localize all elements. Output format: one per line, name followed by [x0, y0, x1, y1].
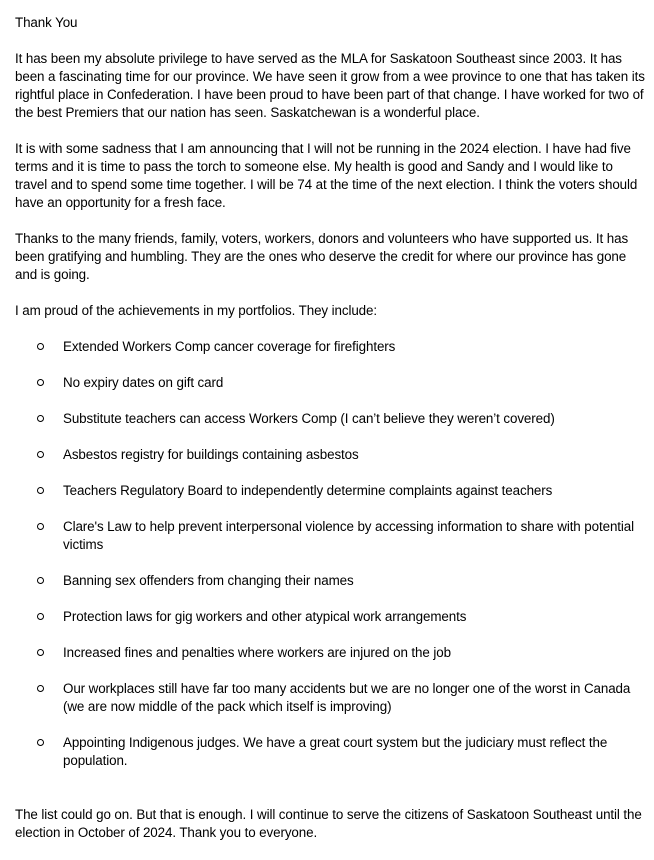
list-item [15, 680, 645, 716]
list-item [15, 734, 645, 770]
hollow-circle-bullet-icon [37, 451, 44, 458]
hollow-circle-bullet-icon [37, 739, 44, 746]
list-item [15, 446, 645, 464]
list-item-text: Appointing Indigenous judges. We have a great court system but the judiciary must reflect the population. [63, 735, 608, 768]
hollow-circle-bullet-icon [37, 487, 44, 494]
list-item-text: Teachers Regulatory Board to independently determine complaints against teachers [63, 483, 553, 498]
document-title: Thank You [15, 15, 78, 30]
paragraph-announcement: It is with some sadness that I am announcing that I will not be running in the 2024 election. I have had five terms and it is time to pass the torch to someone else. My health is good and Sandy and I would like to travel and to spend some time together. I will be 74 at the time of the next election. I think the voters should have an opportunity for a fresh face. [15, 141, 638, 210]
paragraph-privilege: It has been my absolute privilege to have served as the MLA for Saskatoon Southeast since 2003. It has been a fascinating time for our province. We have seen it grow from a wee province to one that has taken its rightful place in Confederation. I have been proud to have been part of that change. I have worked for two of the best Premiers that our nation has seen. Saskatchewan is a wonderful place. [15, 51, 645, 120]
hollow-circle-bullet-icon [37, 415, 44, 422]
list-item [15, 572, 645, 590]
list-item-text: Clare's Law to help prevent interpersonal violence by accessing information to share with potential victims [63, 519, 635, 552]
list-item-text: Increased fines and penalties where workers are injured on the job [63, 645, 451, 660]
list-item-text: Protection laws for gig workers and other atypical work arrangements [63, 609, 467, 624]
hollow-circle-bullet-icon [37, 685, 44, 692]
list-item-text: Extended Workers Comp cancer coverage for firefighters [63, 339, 396, 354]
list-item-text: Our workplaces still have far too many accidents but we are no longer one of the worst in Canada (we are now middle of the pack which itself is improving) [63, 681, 631, 714]
list-item [15, 410, 645, 428]
list-item [15, 338, 645, 356]
hollow-circle-bullet-icon [37, 523, 44, 530]
hollow-circle-bullet-icon [37, 577, 44, 584]
hollow-circle-bullet-icon [37, 613, 44, 620]
achievements-list [15, 338, 645, 770]
list-item-text: Banning sex offenders from changing their names [63, 573, 354, 588]
paragraph-closing: The list could go on. But that is enough. I will continue to serve the citizens of Saskatoon Southeast until the election in October of 2024. Thank you to everyone. [15, 807, 642, 840]
list-item-text: Substitute teachers can access Workers Comp (I can’t believe they weren’t covered) [63, 411, 555, 426]
paragraph-thanks: Thanks to the many friends, family, voters, workers, donors and volunteers who have supported us. It has been gratifying and humbling. They are the ones who deserve the credit for where our province has gone and is going. [15, 231, 629, 282]
list-item [15, 518, 645, 554]
list-item-text: No expiry dates on gift card [63, 375, 224, 390]
paragraph-achievements-intro: I am proud of the achievements in my portfolios. They include: [15, 303, 377, 318]
list-item [15, 374, 645, 392]
hollow-circle-bullet-icon [37, 649, 44, 656]
list-item [15, 482, 645, 500]
document-page [15, 14, 645, 860]
list-item-text: Asbestos registry for buildings containing asbestos [63, 447, 359, 462]
hollow-circle-bullet-icon [37, 379, 44, 386]
hollow-circle-bullet-icon [37, 343, 44, 350]
list-item [15, 644, 645, 662]
list-item [15, 608, 645, 626]
